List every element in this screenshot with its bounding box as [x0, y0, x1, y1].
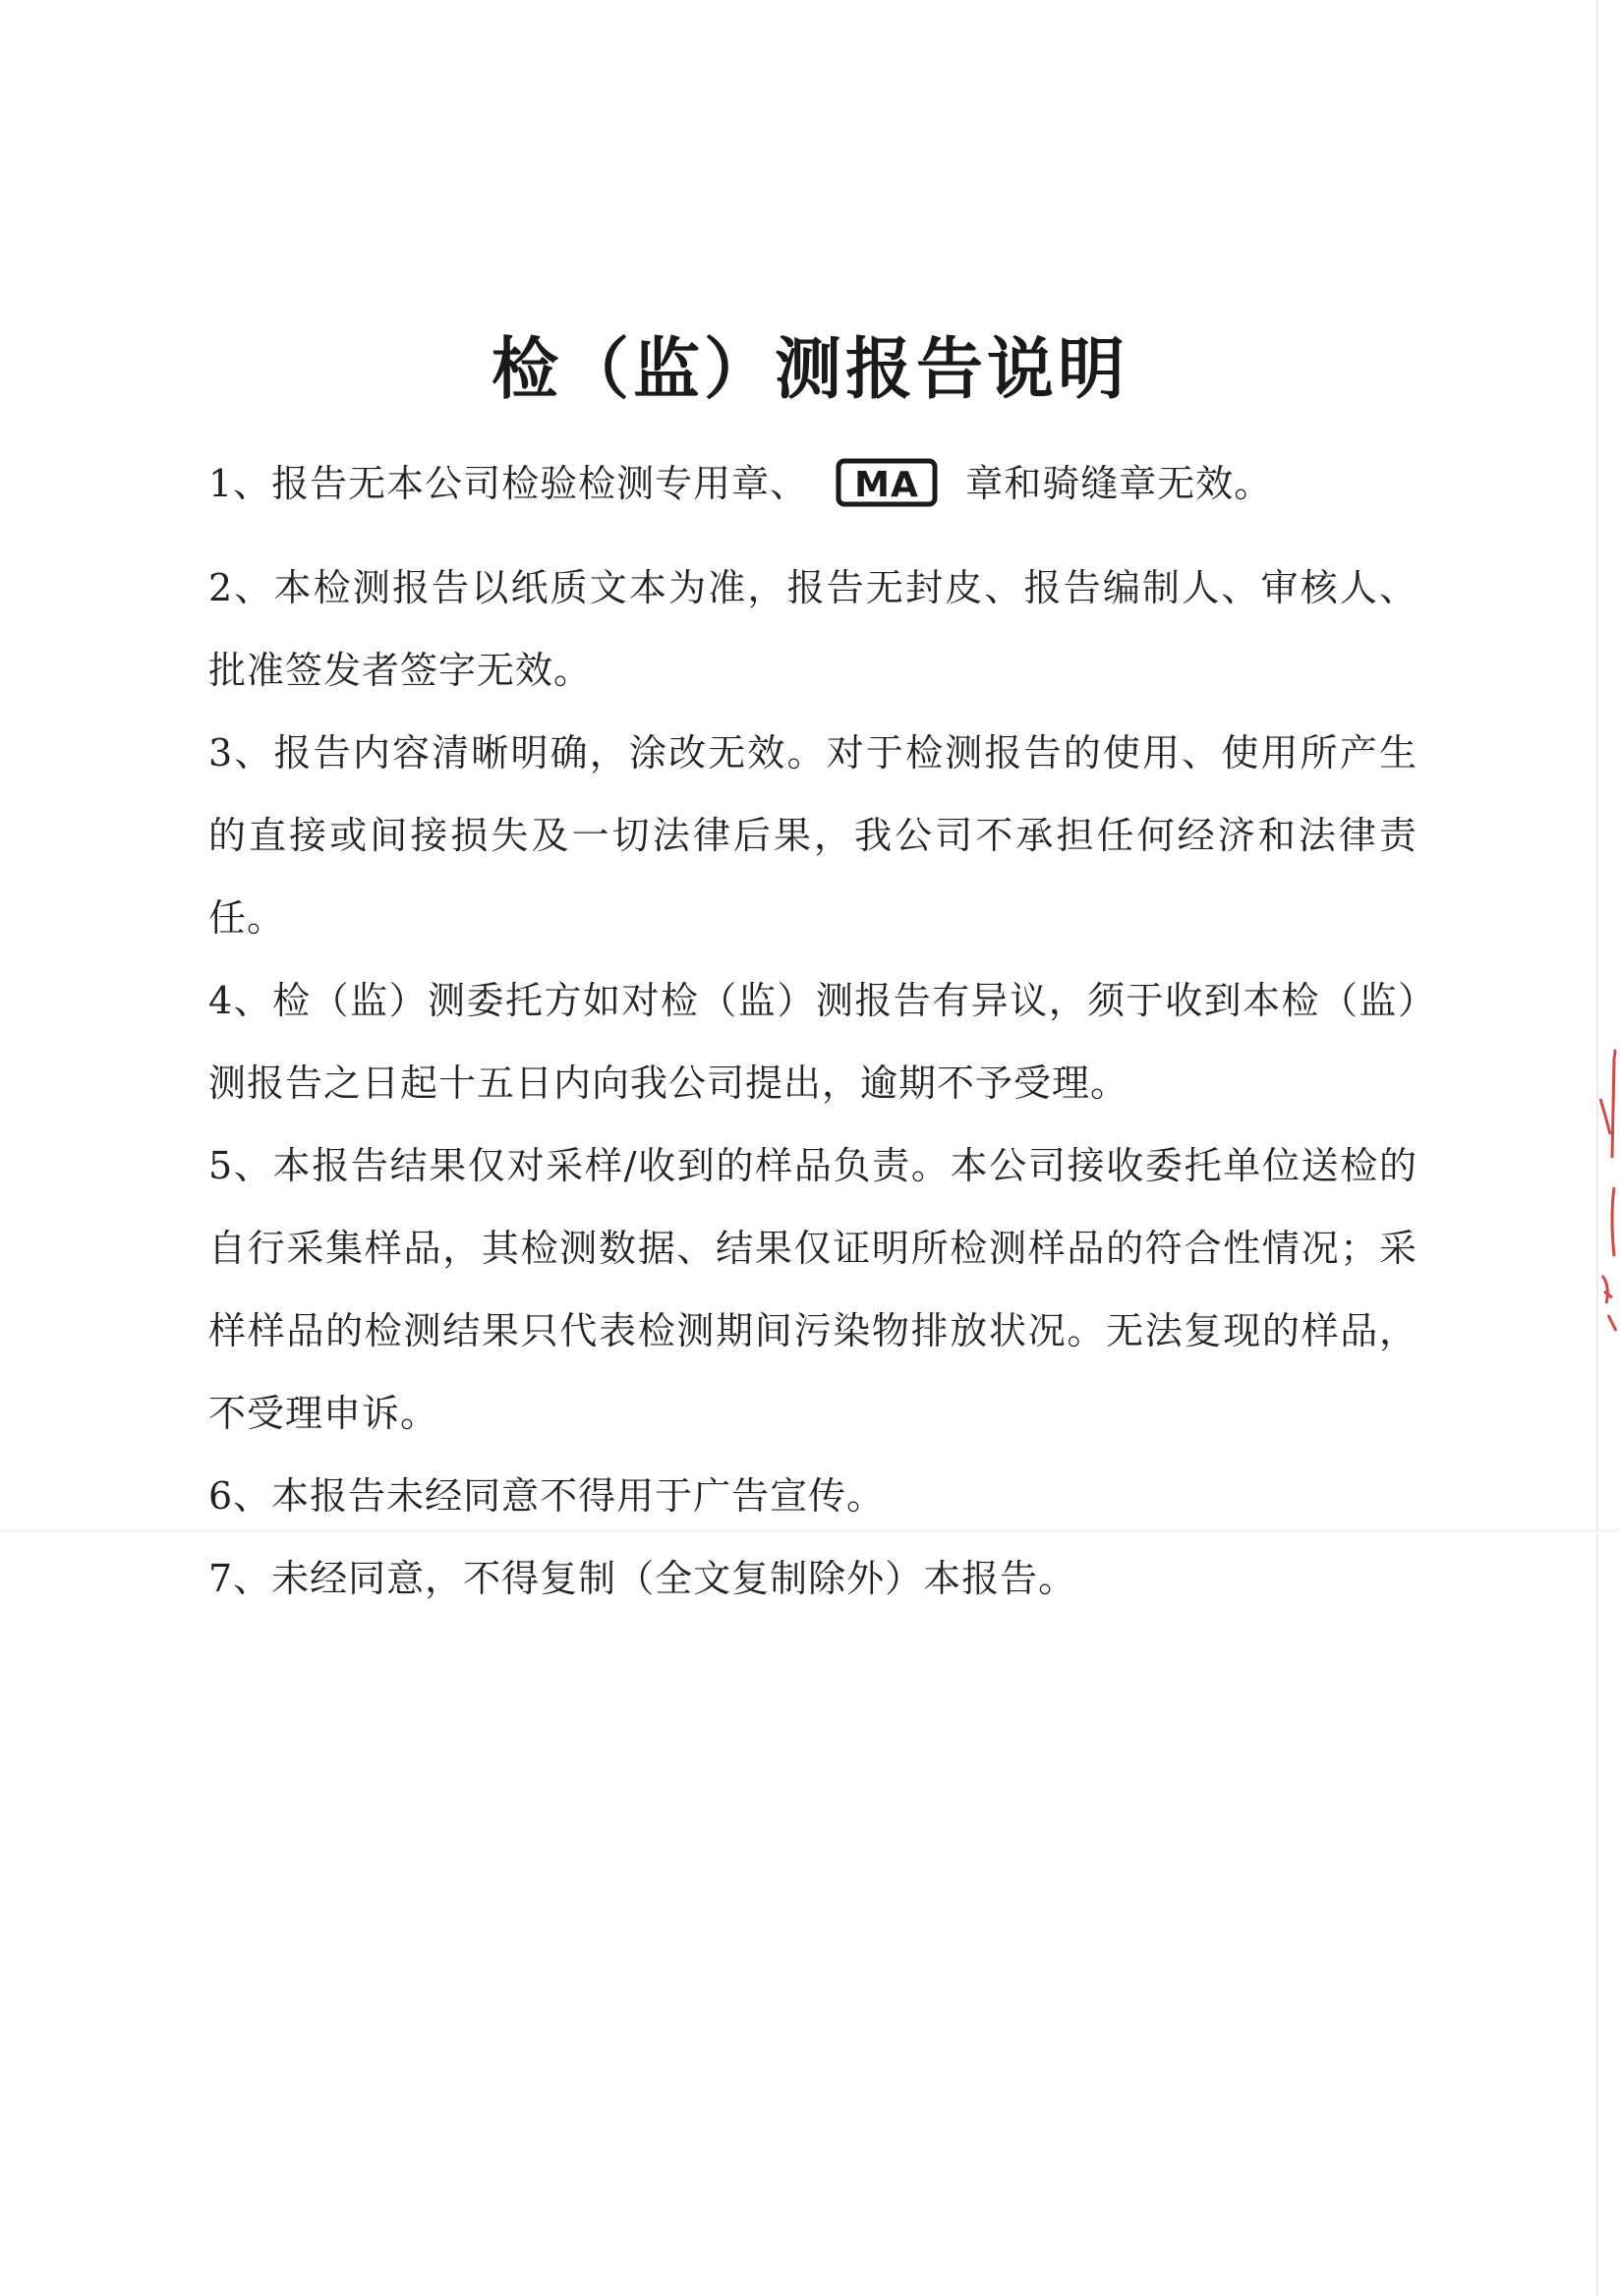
notice-item-7: 7、未经同意，不得复制（全文复制除外）本报告。: [208, 1557, 1077, 1600]
notice-item-6: 6、本报告未经同意不得用于广告宣传。: [208, 1474, 886, 1518]
cma-mark-icon: [836, 457, 942, 508]
notice-item-4: 4、检（监）测委托方如对检（监）测报告有异议，须于收到本检（监）测报告之日起十五日内向我公司提出，逾期不予受理。: [208, 979, 1418, 1105]
red-seal-fragment: [1581, 1040, 1620, 1335]
notice-item-3: 3、报告内容清晰明确，涂改无效。对于检测报告的使用、使用所产生的直接或间接损失及一切法律后果，我公司不承担任何经济和法律责任。: [208, 731, 1418, 940]
notice-item-5: 5、本报告结果仅对采样/收到的样品负责。本公司接收委托单位送检的自行采集样品，其检测数据、结果仅证明所检测样品的符合性情况；采样样品的检测结果只代表检测期间污染物排放状况。无法复现的样品，不受理申诉。: [208, 1144, 1418, 1435]
notice-item-2: 2、本检测报告以纸质文本为准，报告无封皮、报告编制人、审核人、批准签发者签字无效。: [208, 566, 1418, 692]
cma-mark-text: MA: [854, 464, 920, 505]
notice-item-1-text-before: 1、报告无本公司检验检测专用章、: [208, 462, 809, 505]
notice-item-1: [208, 442, 1418, 525]
notice-list: [208, 442, 1418, 1620]
notice-item-1-text-after: 章和骑缝章无效。: [965, 462, 1273, 505]
page-title: 检（监）测报告说明: [491, 331, 1128, 409]
